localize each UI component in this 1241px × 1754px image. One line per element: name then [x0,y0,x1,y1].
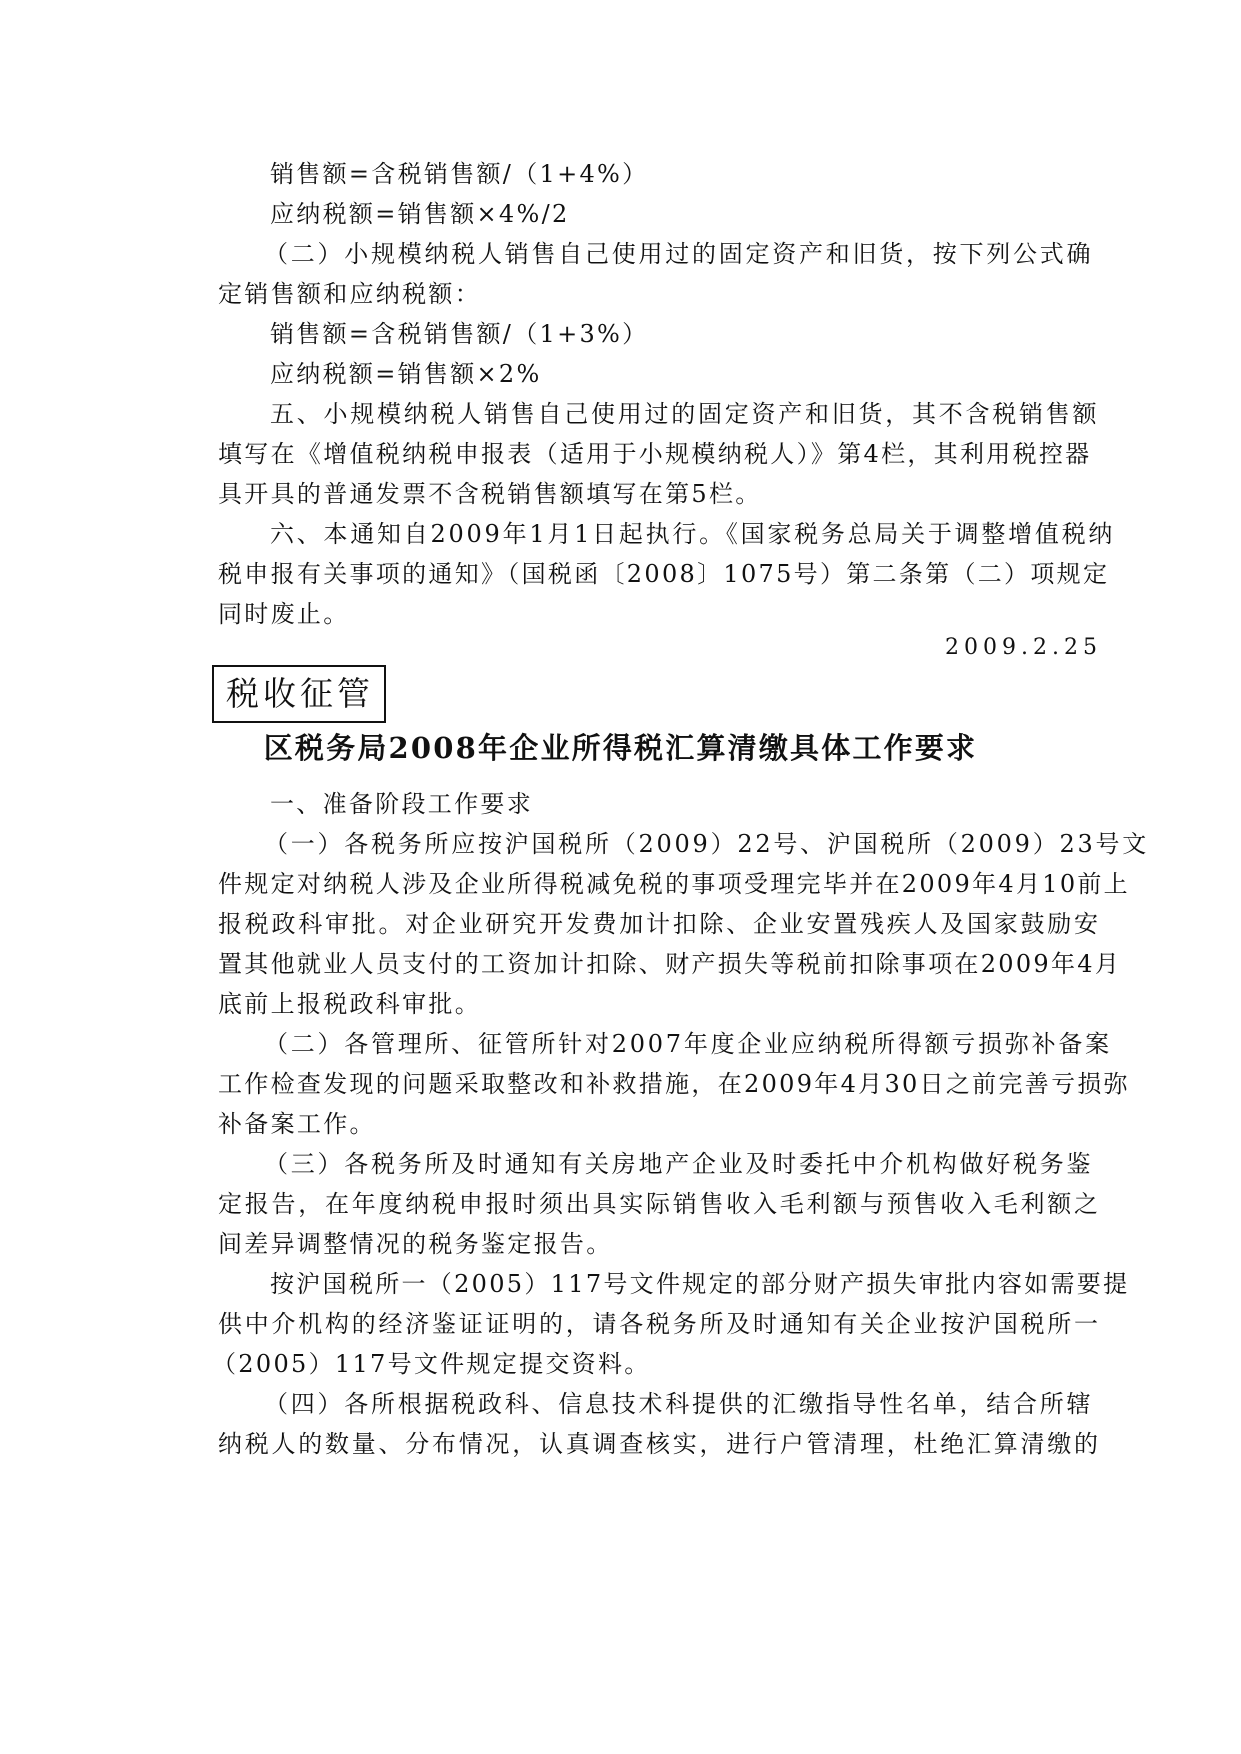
paragraph-line: 同时废止。 [218,600,350,628]
paragraph-line: 报税政科审批。对企业研究开发费加计扣除、企业安置残疾人及国家鼓励安 [218,910,1101,938]
paragraph-line: 供中介机构的经济鉴证证明的，请各税务所及时通知有关企业按沪国税所一 [218,1310,1101,1338]
formula-line: 销售额=含税销售额/（1+4%） [270,160,649,188]
paragraph-line: 件规定对纳税人涉及企业所得税减免税的事项受理完毕并在2009年4月10前上 [218,870,1130,898]
section-heading: 一、准备阶段工作要求 [270,790,533,818]
formula-line: 应纳税额=销售额×2% [270,360,542,388]
paragraph-line: （二）小规模纳税人销售自己使用过的固定资产和旧货，按下列公式确 [264,240,1094,268]
paragraph-line: （四）各所根据税政科、信息技术科提供的汇缴指导性名单，结合所辖 [264,1390,1094,1418]
paragraph-line: 定销售额和应纳税额： [218,280,481,308]
paragraph-line: 补备案工作。 [218,1110,376,1138]
paragraph-line: （二）各管理所、征管所针对2007年度企业应纳税所得额亏损弥补备案 [264,1030,1112,1058]
paragraph-line: 定报告，在年度纳税申报时须出具实际销售收入毛利额与预售收入毛利额之 [218,1190,1101,1218]
paragraph-line: 置其他就业人员支付的工资加计扣除、财产损失等税前扣除事项在2009年4月 [218,950,1122,978]
paragraph-line: 六、本通知自2009年1月1日起执行。《国家税务总局关于调整增值税纳 [270,520,1116,548]
paragraph-line: 工作检查发现的问题采取整改和补救措施，在2009年4月30日之前完善亏损弥 [218,1070,1130,1098]
paragraph-line: 税申报有关事项的通知》（国税函〔2008〕1075号）第二条第（二）项规定 [218,560,1110,588]
section-label: 税收征管 [212,665,386,723]
paragraph-line: 纳税人的数量、分布情况，认真调查核实，进行户管清理，杜绝汇算清缴的 [218,1430,1101,1458]
paragraph-line: 按沪国税所一（2005）117号文件规定的部分财产损失审批内容如需要提 [270,1270,1130,1298]
paragraph-line: （2005）117号文件规定提交资料。 [212,1350,651,1378]
article-title: 区税务局2008年企业所得税汇算清缴具体工作要求 [263,731,978,765]
notice-date: 2009.2.25 [945,635,1102,660]
paragraph-line: 五、小规模纳税人销售自己使用过的固定资产和旧货，其不含税销售额 [270,400,1100,428]
paragraph-line: 填写在《增值税纳税申报表（适用于小规模纳税人）》第4栏，其利用税控器 [218,440,1092,468]
formula-line: 应纳税额=销售额×4%/2 [270,200,570,228]
paragraph-line: （一）各税务所应按沪国税所（2009）22号、沪国税所（2009）23号文 [264,830,1149,858]
paragraph-line: （三）各税务所及时通知有关房地产企业及时委托中介机构做好税务鉴 [264,1150,1094,1178]
paragraph-line: 间差异调整情况的税务鉴定报告。 [218,1230,613,1258]
formula-line: 销售额=含税销售额/（1+3%） [270,320,649,348]
paragraph-line: 底前上报税政科审批。 [218,990,481,1018]
paragraph-line: 具开具的普通发票不含税销售额填写在第5栏。 [218,480,762,508]
